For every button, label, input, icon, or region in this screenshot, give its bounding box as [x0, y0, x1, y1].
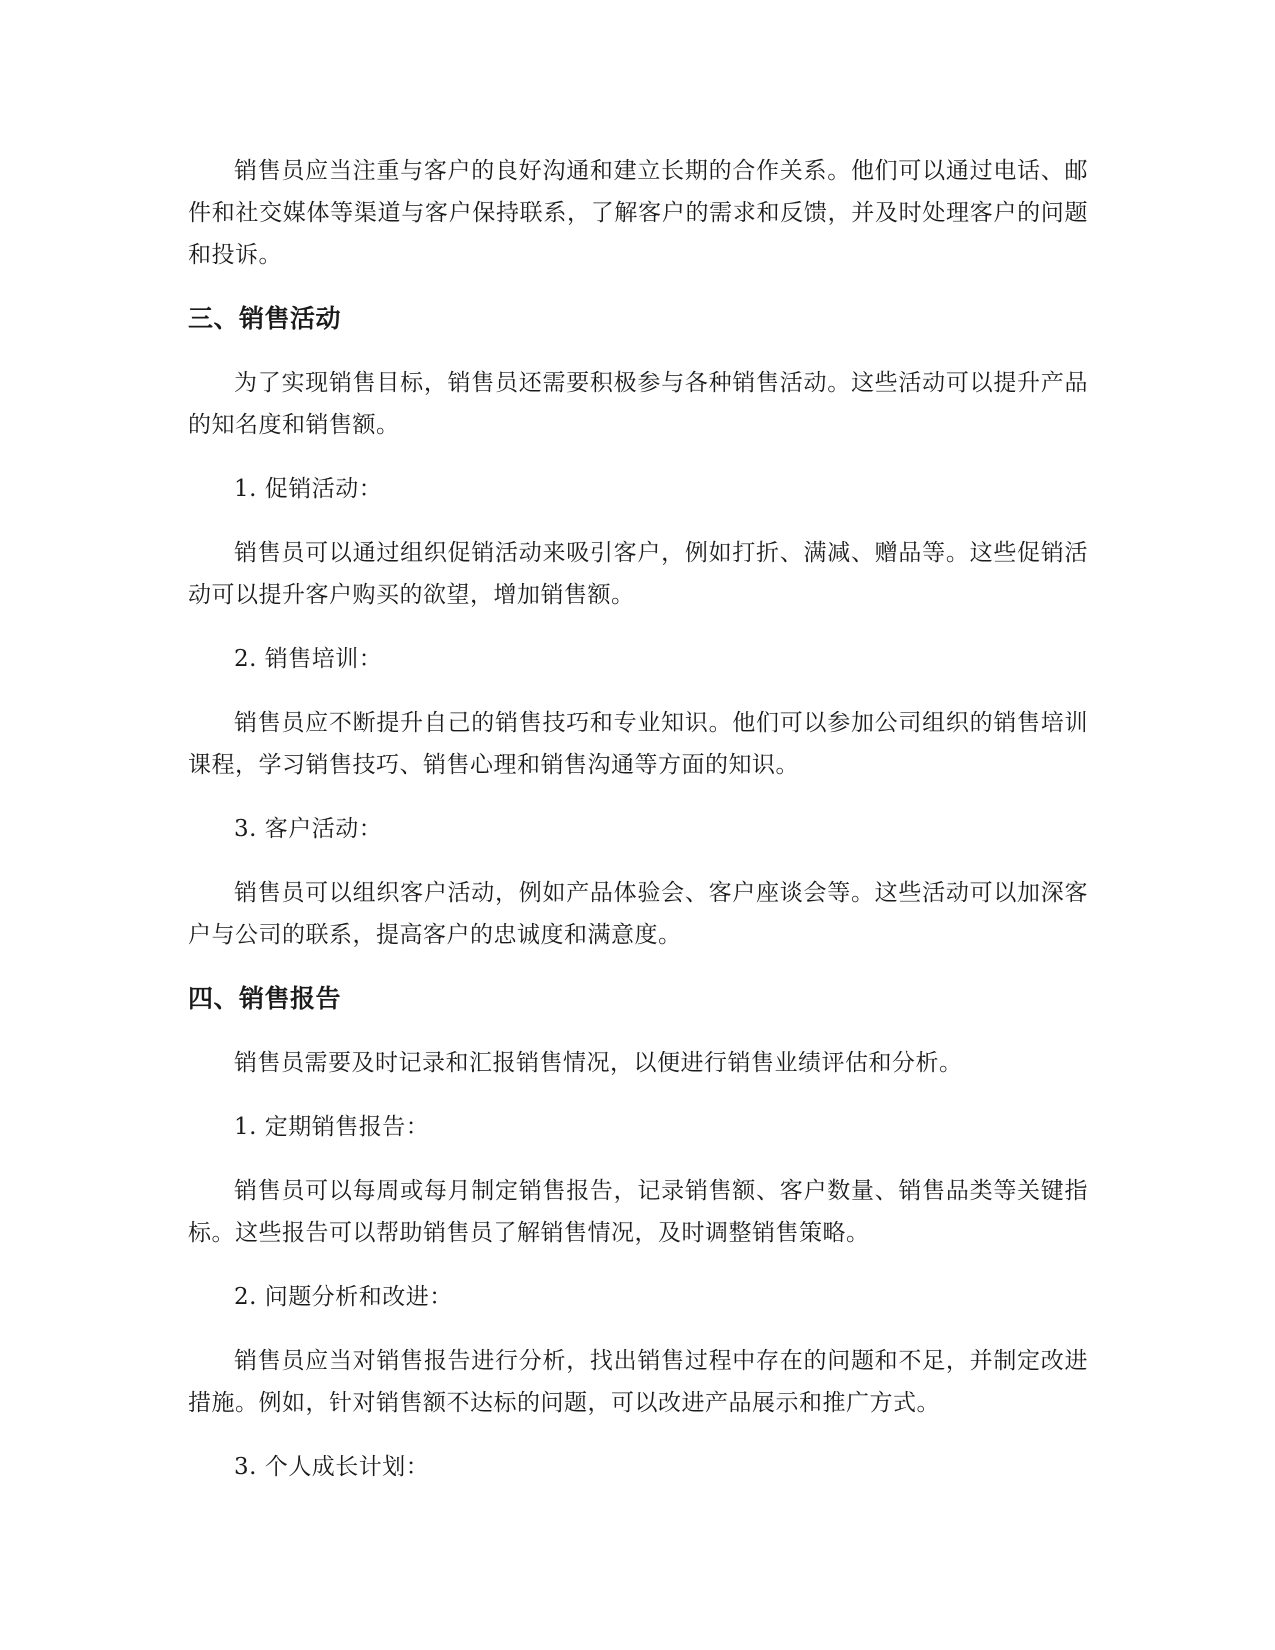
paragraph: 销售员应当注重与客户的良好沟通和建立长期的合作关系。他们可以通过电话、邮件和社交媒体等渠道与客户保持联系，了解客户的需求和反馈，并及时处理客户的问题和投诉。 — [188, 158, 1088, 268]
paragraph: 销售员应当对销售报告进行分析，找出销售过程中存在的问题和不足，并制定改进措施。例如，针对销售额不达标的问题，可以改进产品展示和推广方式。 — [188, 1348, 1088, 1416]
paragraph: 销售员应不断提升自己的销售技巧和专业知识。他们可以参加公司组织的销售培训课程，学习销售技巧、销售心理和销售沟通等方面的知识。 — [188, 710, 1088, 778]
list-item-heading: 3. 个人成长计划： — [234, 1454, 430, 1480]
section-heading: 四、销售报告 — [188, 984, 342, 1013]
list-item-heading: 2. 销售培训： — [234, 646, 383, 672]
list-item-heading: 1. 定期销售报告： — [234, 1114, 430, 1140]
paragraph: 销售员需要及时记录和汇报销售情况，以便进行销售业绩评估和分析。 — [234, 1050, 963, 1076]
paragraph: 销售员可以每周或每月制定销售报告，记录销售额、客户数量、销售品类等关键指标。这些报告可以帮助销售员了解销售情况，及时调整销售策略。 — [188, 1178, 1088, 1246]
paragraph: 销售员可以组织客户活动，例如产品体验会、客户座谈会等。这些活动可以加深客户与公司的联系，提高客户的忠诚度和满意度。 — [188, 880, 1088, 948]
document-body — [188, 150, 1088, 1510]
paragraph: 为了实现销售目标，销售员还需要积极参与各种销售活动。这些活动可以提升产品的知名度和销售额。 — [188, 370, 1088, 438]
list-item-heading: 3. 客户活动： — [234, 816, 383, 842]
list-item-heading: 2. 问题分析和改进： — [234, 1284, 453, 1310]
paragraph: 销售员可以通过组织促销活动来吸引客户，例如打折、满减、赠品等。这些促销活动可以提升客户购买的欲望，增加销售额。 — [188, 540, 1088, 608]
list-item-heading: 1. 促销活动： — [234, 476, 383, 502]
section-heading: 三、销售活动 — [188, 304, 342, 333]
